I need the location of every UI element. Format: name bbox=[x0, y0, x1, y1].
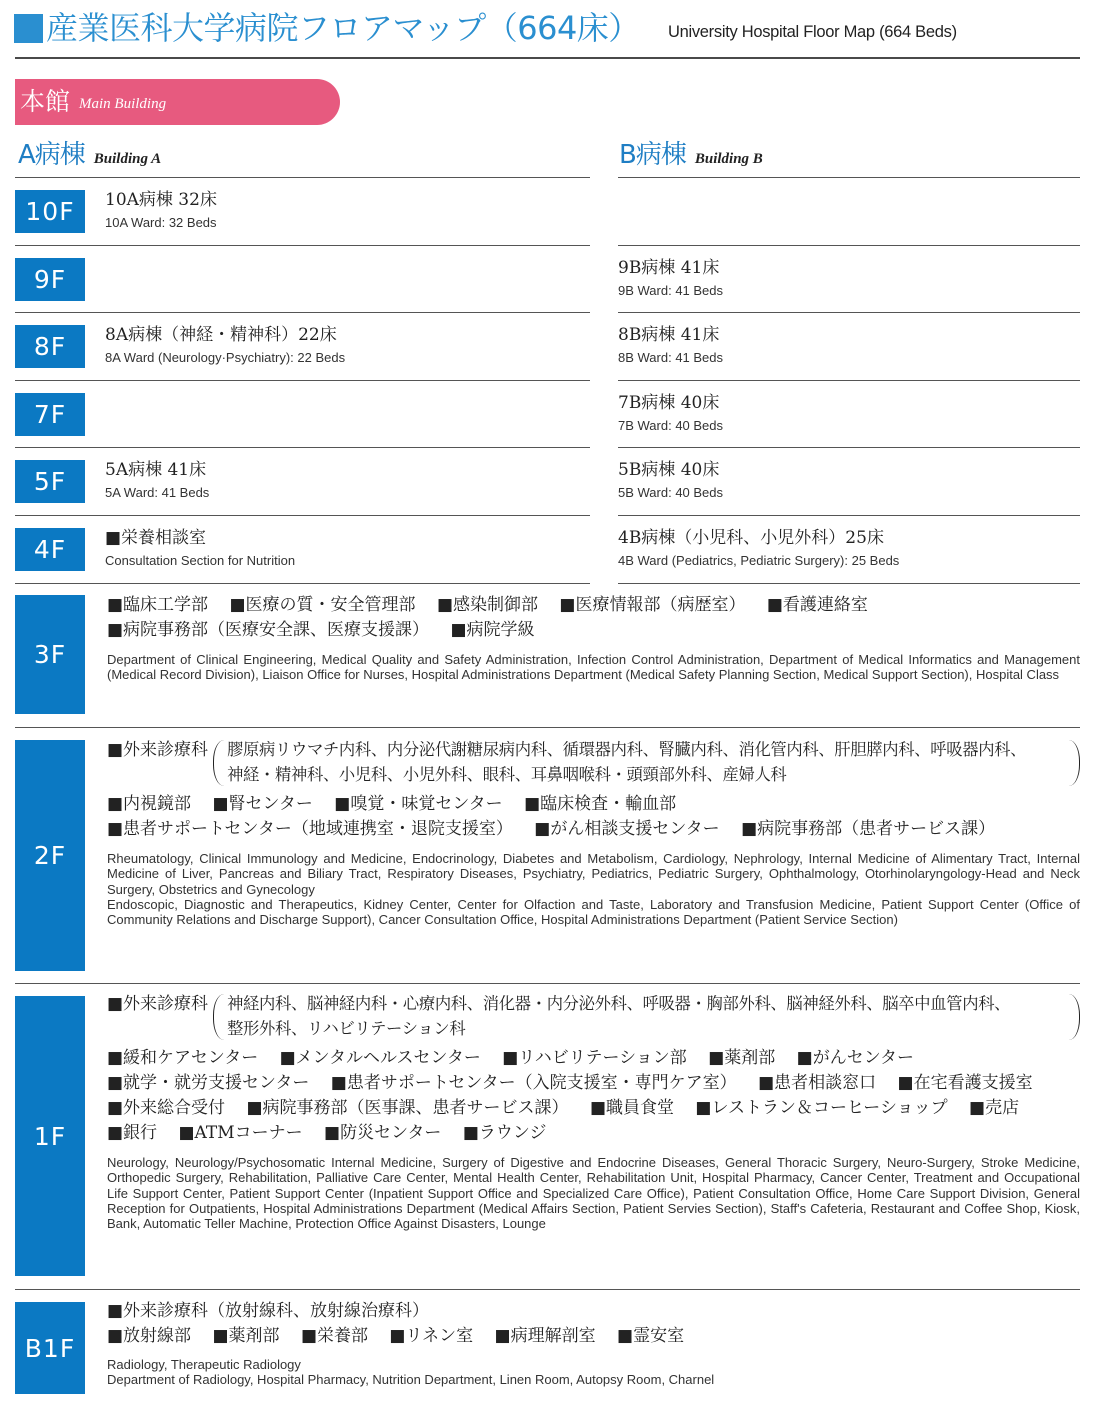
facility-item: ■臨床工学部 bbox=[107, 595, 209, 615]
ward-row-5f-b bbox=[618, 447, 1080, 515]
ward-name-en: 8A Ward (Neurology·Psychiatry): 22 Beds bbox=[105, 350, 346, 365]
ward-row-4f-a bbox=[15, 515, 590, 583]
facility-item: ■腎センター bbox=[212, 794, 313, 814]
floor-badge-1f: 1F bbox=[15, 996, 85, 1276]
english-paragraph: Neurology, Neurology/Psychosomatic Internal Medicine, Surgery of Digestive and Endocrine Diseases, General Thoracic Surgery, Neuro-Surgery, Stroke Medicine, Orthopedic Surgery, Rehabilitation, Palliative Care Center, Mental Health Center, Rehabilitation Unit, Hospital Pharmacy, Cancer Center, Treatment and Occupational Life Support Center, Patient Support Center (Inpatient Support Office and Specialized Care Office), Patient Consultation Office, Home Care Support Division, General Reception for Outpatients, Hospital Administrations Department (Medical Affairs Section, Patient Servies Section), Staff's Cafeteria, Restaurant and Coffee Shop, Kiosk, Bank, Automatic Teller Machine, Protection Office Against Disasters, Lounge bbox=[107, 1155, 1080, 1232]
building-name-jp: 本館 bbox=[20, 87, 71, 116]
floor-badge-4f: 4F bbox=[15, 528, 85, 571]
facility-item: ■病院事務部（医事課、患者サービス課） bbox=[246, 1098, 569, 1118]
facility-item: ■リハビリテーション部 bbox=[502, 1048, 687, 1068]
facility-item: ■ラウンジ bbox=[462, 1123, 547, 1143]
facility-line bbox=[107, 1071, 1080, 1096]
outpatient-group bbox=[107, 738, 1080, 788]
facility-item: ■在宅看護支援室 bbox=[897, 1073, 1033, 1093]
facility-item: ■感染制御部 bbox=[436, 595, 538, 615]
ward-name-en: 5B Ward: 40 Beds bbox=[618, 485, 724, 500]
facility-item: ■栄養部 bbox=[300, 1326, 368, 1346]
building-banner bbox=[15, 79, 340, 125]
facility-item: ■臨床検査・輸血部 bbox=[524, 794, 677, 814]
department-line: 膠原病リウマチ内科、内分泌代謝糖尿病内科、循環器内科、腎臓内科、消化管内科、肝胆膵内科、呼吸器内科、 bbox=[227, 740, 1027, 759]
facility-item: ■霊安室 bbox=[617, 1326, 685, 1346]
outpatient-departments bbox=[227, 738, 1026, 787]
ward-name-en: 9B Ward: 41 Beds bbox=[618, 283, 724, 298]
facility-item: ■患者相談窓口 bbox=[758, 1073, 877, 1093]
facility-line bbox=[107, 792, 1080, 817]
building-name-en: Main Building bbox=[79, 95, 167, 112]
header-divider bbox=[15, 57, 1080, 59]
facility-line bbox=[107, 1324, 1080, 1349]
floor-section-b1f bbox=[15, 1289, 1080, 1414]
floor-badge-b1f: B1F bbox=[15, 1302, 85, 1394]
facility-item: ■医療の質・安全管理部 bbox=[229, 595, 416, 615]
facility-item: ■緩和ケアセンター bbox=[107, 1048, 259, 1068]
floor-badge-9f: 9F bbox=[15, 258, 85, 301]
english-paragraph: Rheumatology, Clinical Immunology and Medicine, Endocrinology, Diabetes and Metabolism, Cardiology, Nephrology, Internal Medicine of Alimentary Tract, Internal Medicine of Liver, Pancreas and Biliary Tract, Respiratory Diseases, Psychiatry, Pediatrics, Pediatric Surgery, Ophthalmology, Otorhinolaryngology-Head and Neck Surgery, Obstetrics and Gynecology bbox=[107, 851, 1080, 897]
wing-b-name-jp: B病棟 bbox=[619, 140, 686, 170]
ward-row-10f-a bbox=[15, 177, 590, 245]
ward-row-10f-b bbox=[618, 177, 1080, 245]
english-paragraph: Endoscopic, Diagnostic and Therapeutics, Kidney Center, Center for Olfaction and Taste, Laboratory and Transfusion Medicine, Patient Support Center (Office of Community Relations and Discharge Support), Cancer Consultation Office, Hospital Administrations Department (Patient Service Section) bbox=[107, 896, 1080, 928]
facility-item: ■医療情報部（病歴室） bbox=[559, 595, 746, 615]
facility-line bbox=[107, 593, 1080, 618]
english-description bbox=[107, 652, 1080, 683]
ward-name-jp: 4B病棟（小児科、小児外科）25床 bbox=[618, 528, 884, 548]
wing-b-name-en: Building B bbox=[694, 151, 763, 167]
title-square-icon bbox=[14, 14, 43, 43]
wing-a-name-en: Building A bbox=[93, 151, 162, 167]
facility-item: ■レストラン＆コーヒーショップ bbox=[695, 1098, 948, 1118]
ward-row-7f-a bbox=[15, 380, 590, 448]
floor-section-3f bbox=[15, 583, 1080, 727]
facility-item: ■病院事務部（患者サービス課） bbox=[741, 819, 996, 839]
facility-line bbox=[107, 1299, 1080, 1324]
open-bracket-icon bbox=[213, 994, 224, 1040]
wing-a-name-jp: A病棟 bbox=[18, 140, 85, 170]
floor-badge-3f: 3F bbox=[15, 595, 85, 714]
ward-row-8f-a bbox=[15, 312, 590, 380]
ward-row-9f-a bbox=[15, 245, 590, 313]
facility-item: ■病院学級 bbox=[450, 620, 535, 640]
facility-line bbox=[107, 1096, 1080, 1121]
facility-item: ■看護連絡室 bbox=[766, 595, 868, 615]
english-description bbox=[107, 1357, 1080, 1388]
facility-name-jp: ■栄養相談室 bbox=[105, 528, 207, 548]
facility-item: ■ATMコーナー bbox=[178, 1123, 303, 1143]
ward-name-en: 4B Ward (Pediatrics, Pediatric Surgery): 25 Beds bbox=[618, 553, 900, 568]
floor-section-2f bbox=[15, 727, 1080, 983]
open-bracket-icon bbox=[213, 740, 224, 786]
facility-item: ■薬剤部 bbox=[212, 1326, 280, 1346]
outpatient-label: ■外来診療科 bbox=[107, 740, 209, 760]
english-line: Radiology, Therapeutic Radiology bbox=[107, 1357, 301, 1372]
facility-item: ■外来診療科（放射線科、放射線治療科） bbox=[107, 1301, 430, 1321]
floor-badge-2f: 2F bbox=[15, 740, 85, 971]
ward-row-9f-b bbox=[618, 245, 1080, 313]
outpatient-label: ■外来診療科 bbox=[107, 994, 209, 1014]
department-line: 神経・精神科、小児科、小児外科、眼科、耳鼻咽喉科・頭頸部外科、産婦人科 bbox=[227, 764, 787, 784]
facility-item: ■職員食堂 bbox=[589, 1098, 674, 1118]
facility-item: ■内視鏡部 bbox=[107, 794, 192, 814]
floor-content-3f bbox=[107, 593, 1080, 683]
facility-line bbox=[107, 618, 1080, 643]
facility-item: ■患者サポートセンター（地域連携室・退院支援室） bbox=[107, 819, 513, 839]
facility-name-en: Consultation Section for Nutrition bbox=[105, 553, 296, 568]
facility-item: ■銀行 bbox=[107, 1123, 158, 1143]
outpatient-departments bbox=[227, 992, 1010, 1041]
ward-name-jp: 10A病棟 32床 bbox=[105, 190, 217, 210]
facility-item: ■メンタルヘルスセンター bbox=[279, 1048, 481, 1068]
ward-name-jp: 5B病棟 40床 bbox=[618, 460, 720, 480]
close-bracket-icon bbox=[1069, 740, 1080, 786]
ward-name-jp: 7B病棟 40床 bbox=[618, 393, 720, 413]
floor-content-1f bbox=[107, 992, 1080, 1231]
ward-row-7f-b bbox=[618, 380, 1080, 448]
floor-badge-7f: 7F bbox=[15, 393, 85, 436]
english-paragraph: Department of Clinical Engineering, Medical Quality and Safety Administration, Infection Control Administration, Department of Medical Informatics and Management (Medical Record Division), Liaison Office for Nurses, Hospital Administrations Department (Medical Safety Planning Section, Medical Support Section), Hospital Class bbox=[107, 652, 1080, 683]
ward-row-5f-a bbox=[15, 447, 590, 515]
department-line: 神経内科、脳神経内科・心療内科、消化器・内分泌外科、呼吸器・胸部外科、脳神経外科、脳卒中血管内科、 bbox=[227, 994, 1011, 1013]
facility-item: ■売店 bbox=[969, 1098, 1020, 1118]
floor-content-b1f bbox=[107, 1299, 1080, 1388]
facility-item: ■放射線部 bbox=[107, 1326, 192, 1346]
facility-item: ■がんセンター bbox=[796, 1048, 915, 1068]
ward-name-en: 7B Ward: 40 Beds bbox=[618, 418, 724, 433]
ward-name-jp: 8A病棟（神経・精神科）22床 bbox=[105, 325, 337, 345]
facility-item: ■防災センター bbox=[324, 1123, 442, 1143]
wing-header-b bbox=[619, 134, 763, 171]
page-title: 産業医科大学病院フロアマップ（664床） bbox=[46, 9, 640, 47]
facility-line bbox=[107, 817, 1080, 842]
close-bracket-icon bbox=[1069, 994, 1080, 1040]
facility-item: ■病理解剖室 bbox=[494, 1326, 596, 1346]
ward-name-jp: 5A病棟 41床 bbox=[105, 460, 207, 480]
english-line: Department of Radiology, Hospital Pharmacy, Nutrition Department, Linen Room, Autopsy Room, Charnel bbox=[107, 1372, 715, 1388]
floor-section-1f bbox=[15, 983, 1080, 1289]
facility-line bbox=[107, 1046, 1080, 1071]
english-description bbox=[107, 1155, 1080, 1231]
floor-badge-5f: 5F bbox=[15, 460, 85, 503]
ward-row-8f-b bbox=[618, 312, 1080, 380]
department-line: 整形外科、リハビリテーション科 bbox=[227, 1018, 466, 1038]
facility-item: ■外来総合受付 bbox=[107, 1098, 226, 1118]
floor-content-2f bbox=[107, 738, 1080, 927]
facility-item: ■嗅覚・味覚センター bbox=[334, 794, 503, 814]
page-subtitle: University Hospital Floor Map (664 Beds) bbox=[668, 23, 957, 41]
ward-name-en: 10A Ward: 32 Beds bbox=[105, 215, 217, 230]
ward-row-4f-b bbox=[618, 515, 1080, 583]
facility-item: ■薬剤部 bbox=[708, 1048, 776, 1068]
ward-name-en: 5A Ward: 41 Beds bbox=[105, 485, 210, 500]
facility-item: ■病院事務部（医療安全課、医療支援課） bbox=[107, 620, 430, 640]
outpatient-group bbox=[107, 992, 1080, 1042]
facility-line bbox=[107, 1121, 1080, 1146]
floor-badge-10f: 10F bbox=[15, 190, 85, 233]
facility-item: ■就学・就労支援センター bbox=[107, 1073, 310, 1093]
english-description bbox=[107, 851, 1080, 927]
ward-name-en: 8B Ward: 41 Beds bbox=[618, 350, 724, 365]
facility-item: ■リネン室 bbox=[389, 1326, 474, 1346]
ward-name-jp: 9B病棟 41床 bbox=[618, 258, 720, 278]
ward-name-jp: 8B病棟 41床 bbox=[618, 325, 720, 345]
facility-item: ■患者サポートセンター（入院支援室・専門ケア室） bbox=[330, 1073, 737, 1093]
facility-item: ■がん相談支援センター bbox=[534, 819, 720, 839]
wing-header-a bbox=[18, 134, 161, 171]
floor-badge-8f: 8F bbox=[15, 325, 85, 368]
